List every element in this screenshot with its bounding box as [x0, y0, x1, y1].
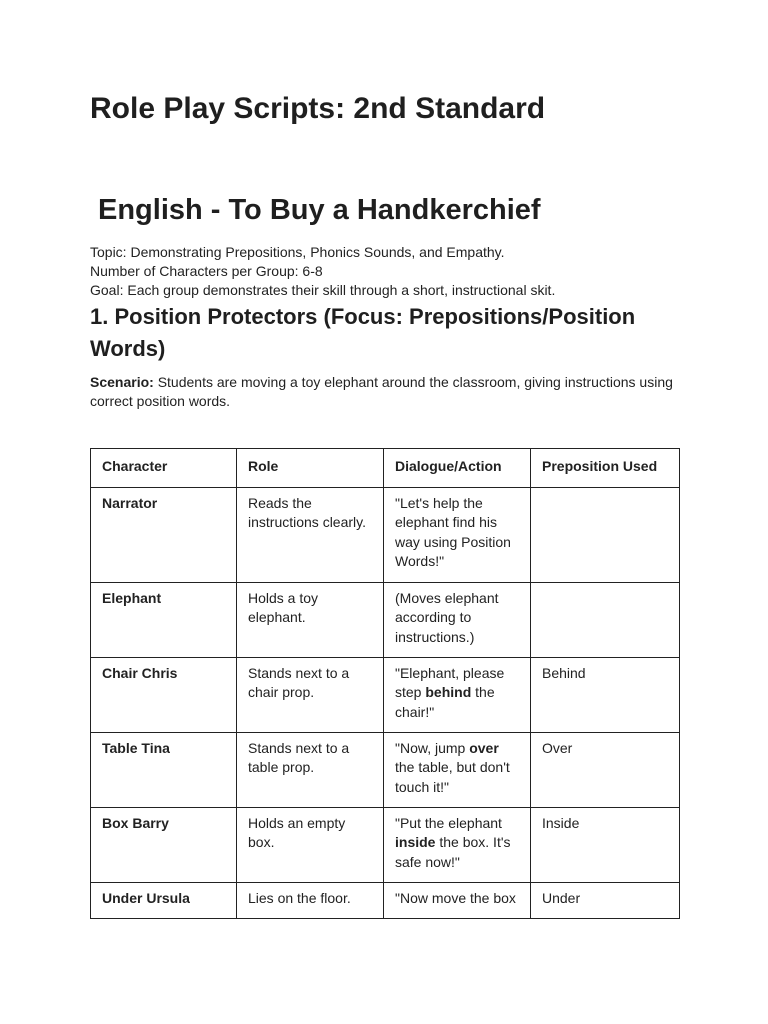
role-cell: Stands next to a table prop. [237, 732, 384, 807]
role-cell: Stands next to a chair prop. [237, 657, 384, 732]
role-cell: Lies on the floor. [237, 882, 384, 918]
dialogue-text-end: the chair!" [395, 684, 495, 720]
header-dialogue: Dialogue/Action [384, 449, 531, 488]
dialogue-cell [384, 732, 531, 807]
character-cell: Elephant [91, 582, 237, 657]
document-title: Role Play Scripts: 2nd Standard [90, 92, 546, 125]
role-cell: Reads the instructions clearly. [237, 487, 384, 582]
header-character: Character [91, 449, 237, 488]
dialogue-emphasis: inside [395, 834, 436, 850]
header-preposition: Preposition Used [531, 449, 680, 488]
dialogue-cell [384, 657, 531, 732]
table-row [91, 732, 680, 807]
dialogue-emphasis: over [469, 739, 499, 756]
dialogue-cell [384, 582, 531, 657]
table-row [91, 487, 680, 582]
dialogue-text: "Let's help the elephant find his way using Position Words!" [395, 494, 511, 569]
role-cell: Holds an empty box. [237, 807, 384, 882]
document-subtitle: English - To Buy a Handkerchief [98, 194, 541, 226]
topic-line: Topic: Demonstrating Prepositions, Phonics Sounds, and Empathy. [90, 244, 505, 260]
dialogue-text: "Put the elephant [395, 814, 502, 831]
preposition-cell [531, 582, 680, 657]
character-cell: Table Tina [91, 732, 237, 807]
scenario-label: Scenario: [90, 374, 154, 390]
preposition-cell: Under [531, 882, 680, 918]
dialogue-cell [384, 882, 531, 918]
header-role: Role [237, 449, 384, 488]
table-row [91, 657, 680, 732]
goal-line: Goal: Each group demonstrates their skill through a short, instructional skit. [90, 282, 556, 298]
section-heading: 1. Position Protectors (Focus: Prepositions/Position Words) [90, 304, 636, 361]
table-row [91, 882, 680, 918]
preposition-cell: Inside [531, 807, 680, 882]
dialogue-text-end: the table, but don't touch it!" [395, 759, 510, 795]
table-header-row [91, 449, 680, 488]
dialogue-text: "Now move the box [395, 889, 516, 906]
dialogue-text: (Moves elephant according to instructions.) [395, 589, 499, 645]
preposition-cell [531, 487, 680, 582]
dialogue-cell [384, 487, 531, 582]
role-cell: Holds a toy elephant. [237, 582, 384, 657]
info-block [90, 243, 555, 300]
character-cell: Chair Chris [91, 657, 237, 732]
table-row [91, 807, 680, 882]
characters-line: Number of Characters per Group: 6-8 [90, 263, 323, 279]
character-cell: Box Barry [91, 807, 237, 882]
scenario-text: Students are moving a toy elephant around the classroom, giving instructions using correct position words. [90, 374, 673, 409]
scenario-paragraph [90, 373, 690, 411]
dialogue-emphasis: behind [425, 684, 472, 700]
character-cell: Under Ursula [91, 882, 237, 918]
preposition-cell: Behind [531, 657, 680, 732]
dialogue-cell [384, 807, 531, 882]
roles-table [90, 448, 680, 919]
preposition-cell: Over [531, 732, 680, 807]
table-row [91, 582, 680, 657]
dialogue-text: "Elephant, please step [395, 664, 505, 700]
dialogue-text: "Now, jump [395, 739, 470, 756]
dialogue-text-end: the box. It's safe now!" [395, 834, 511, 870]
character-cell: Narrator [91, 487, 237, 582]
